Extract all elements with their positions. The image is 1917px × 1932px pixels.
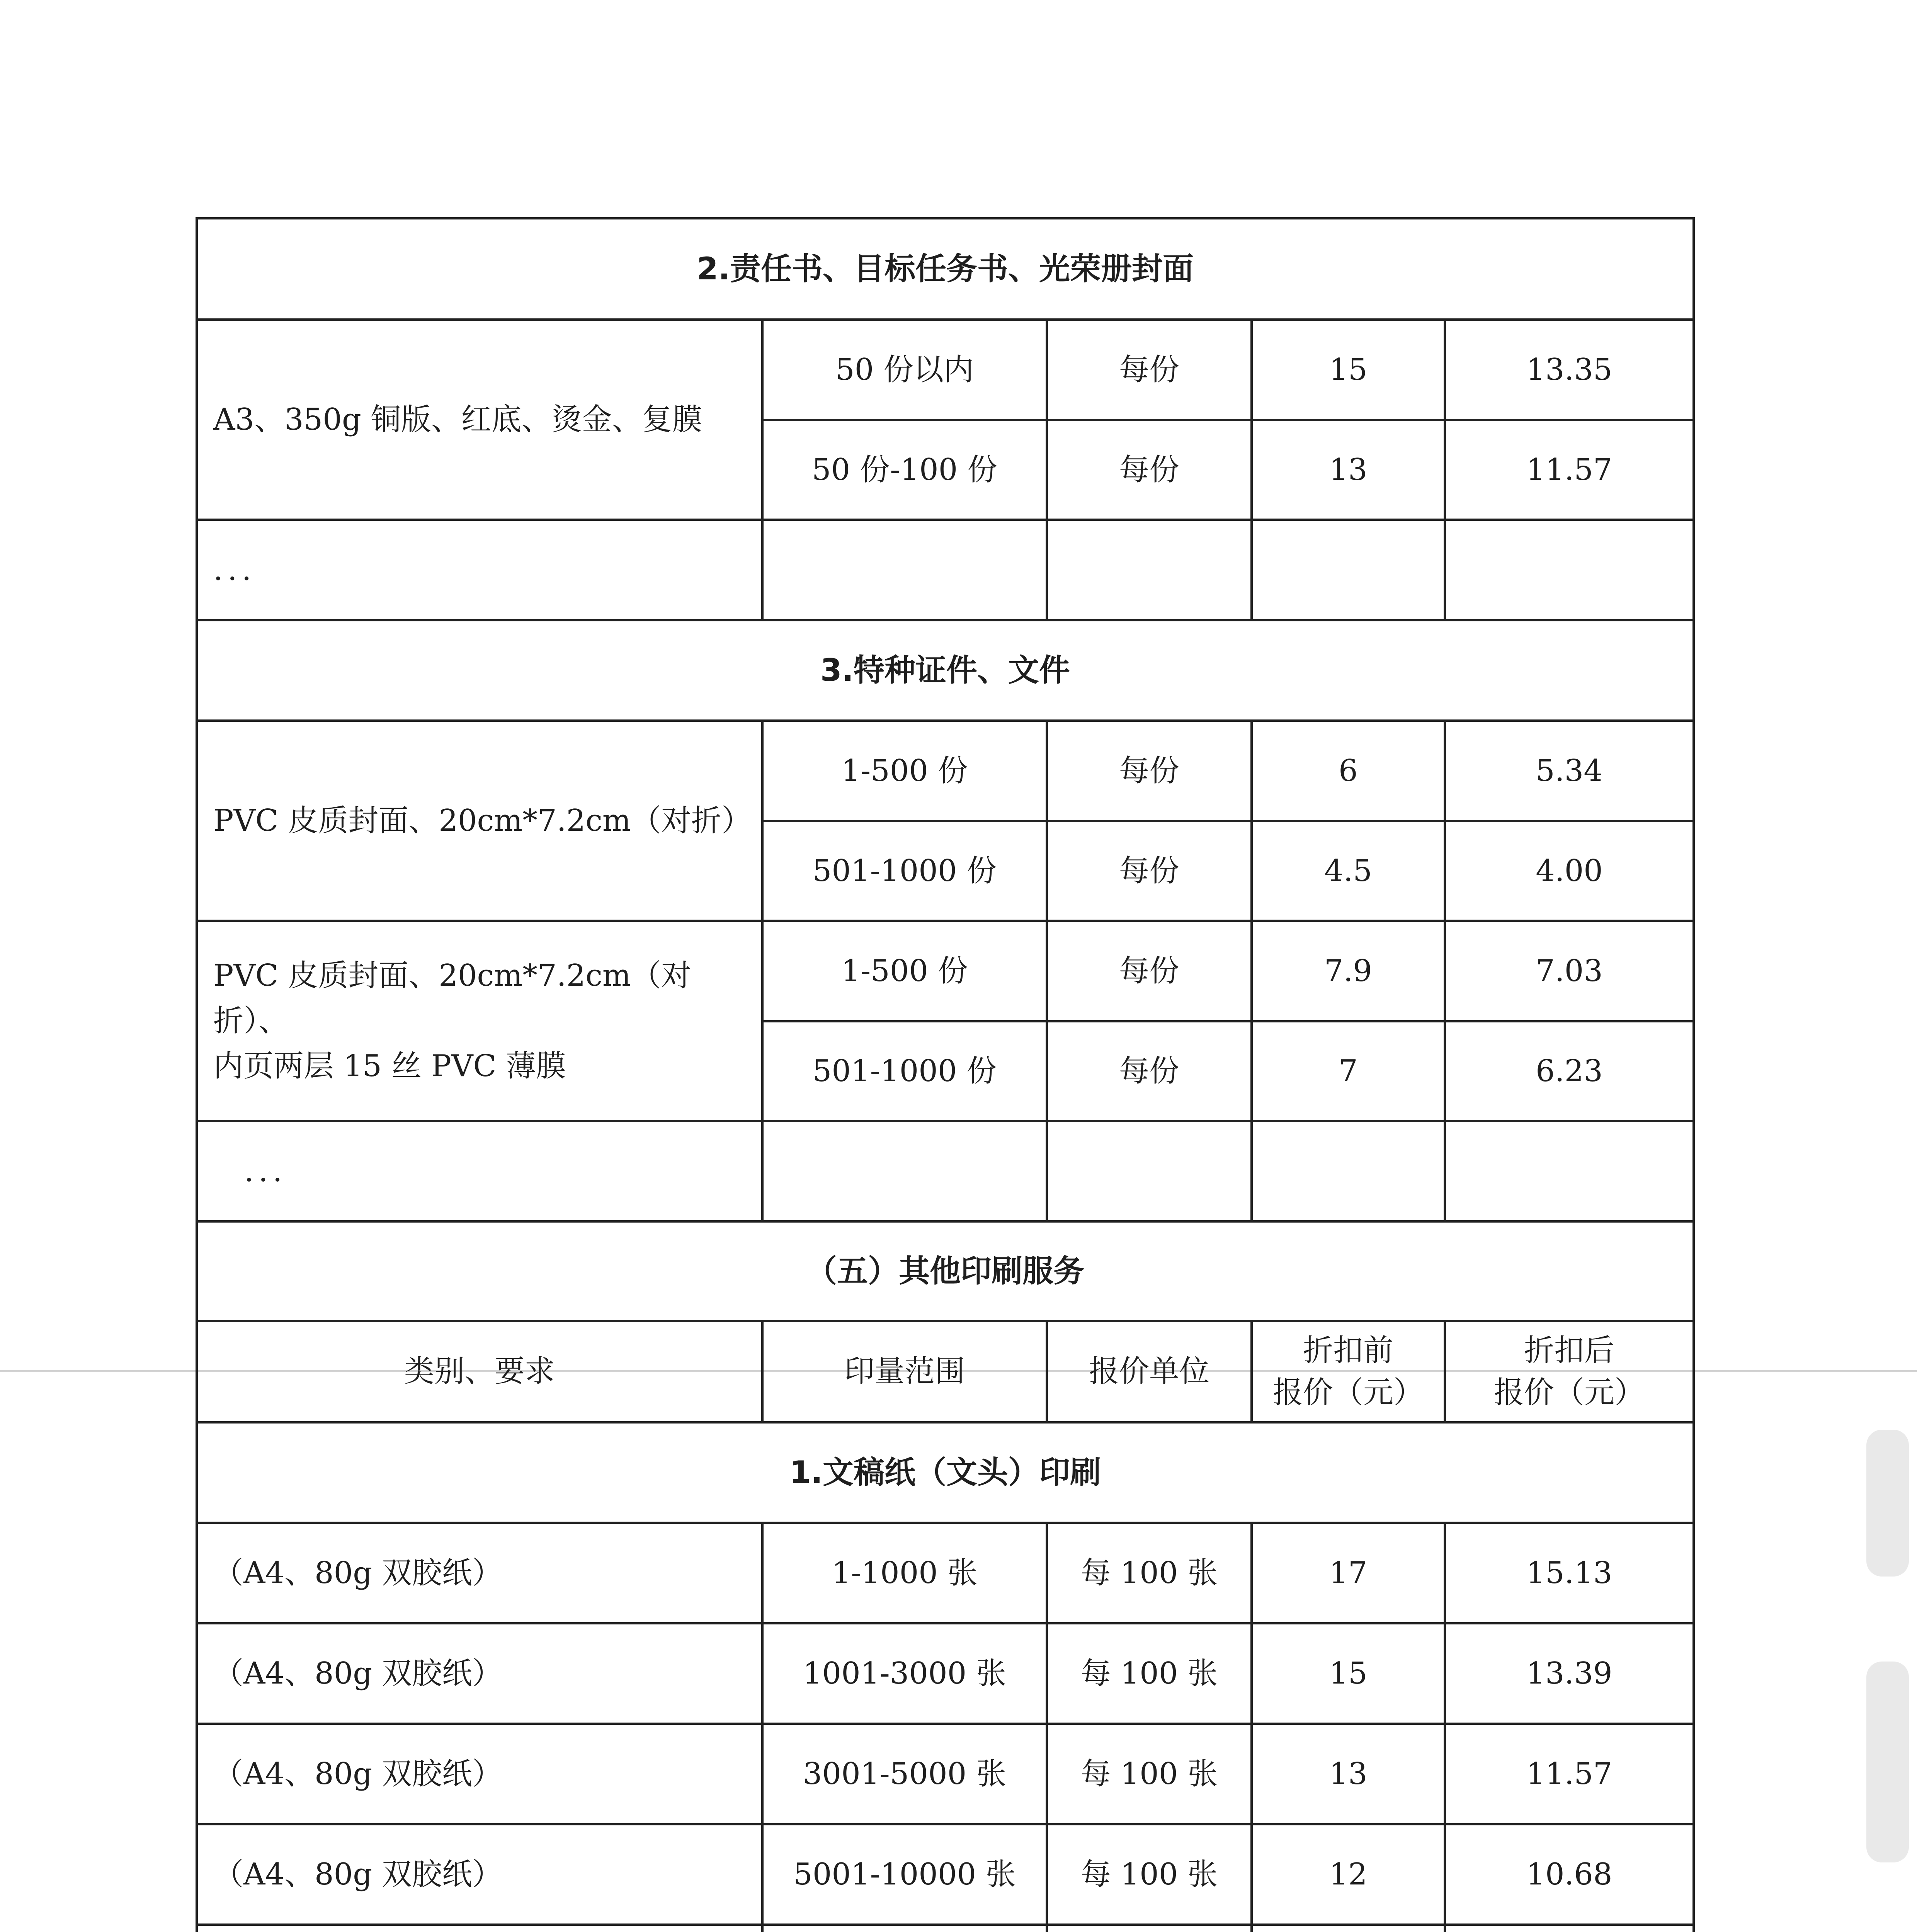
column-header-before — [1252, 1321, 1445, 1422]
price-before-discount: 15 — [1252, 320, 1445, 420]
price-after-discount: 15.13 — [1445, 1523, 1694, 1623]
header-line: 折扣后 — [1524, 1333, 1614, 1368]
price-before-discount: 15 — [1252, 1623, 1445, 1724]
ellipsis-text: ... — [197, 1121, 762, 1221]
column-header-category: 类别、要求 — [197, 1321, 762, 1422]
print-range: 5001-10000 张 — [762, 1824, 1047, 1925]
empty-cell — [1047, 1925, 1252, 1932]
price-unit: 每份 — [1047, 320, 1252, 420]
ellipsis-text: ... — [197, 520, 762, 620]
ellipsis-row — [197, 1925, 1694, 1932]
price-after-discount: 4.00 — [1445, 821, 1694, 921]
price-after-discount: 6.23 — [1445, 1021, 1694, 1121]
price-unit: 每 100 张 — [1047, 1523, 1252, 1623]
column-header-after — [1445, 1321, 1694, 1422]
price-unit: 每份 — [1047, 821, 1252, 921]
ellipsis-text — [197, 1925, 762, 1932]
item-description — [197, 921, 762, 1121]
empty-cell — [1445, 520, 1694, 620]
price-after-discount: 5.34 — [1445, 721, 1694, 821]
print-range: 50 份-100 份 — [762, 420, 1047, 520]
empty-cell — [1047, 520, 1252, 620]
print-range: 501-1000 份 — [762, 1021, 1047, 1121]
empty-cell — [762, 1121, 1047, 1221]
price-after-discount: 13.39 — [1445, 1623, 1694, 1724]
price-before-discount: 4.5 — [1252, 821, 1445, 921]
description-line: PVC 皮质封面、20cm*7.2cm（对折）、 — [213, 958, 691, 1038]
empty-cell — [1252, 1121, 1445, 1221]
empty-cell — [1252, 1925, 1445, 1932]
item-description: （A4、80g 双胶纸） — [197, 1724, 762, 1824]
price-unit: 每份 — [1047, 1021, 1252, 1121]
edge-stamp-mark — [1866, 1430, 1909, 1577]
price-after-discount: 7.03 — [1445, 921, 1694, 1021]
price-after-discount: 11.57 — [1445, 420, 1694, 520]
table-row — [197, 721, 1694, 821]
print-range: 1001-3000 张 — [762, 1623, 1047, 1724]
table-row — [197, 1724, 1694, 1824]
price-unit: 每份 — [1047, 420, 1252, 520]
empty-cell — [1047, 1121, 1252, 1221]
print-range: 50 份以内 — [762, 320, 1047, 420]
section-title: 3.特种证件、文件 — [197, 620, 1694, 721]
price-unit: 每 100 张 — [1047, 1724, 1252, 1824]
price-before-discount: 12 — [1252, 1824, 1445, 1925]
section-row — [197, 620, 1694, 721]
item-description: A3、350g 铜版、红底、烫金、复膜 — [197, 320, 762, 520]
item-description: （A4、80g 双胶纸） — [197, 1523, 762, 1623]
edge-stamp-mark — [1866, 1662, 1909, 1862]
empty-cell — [1445, 1925, 1694, 1932]
print-range: 1-500 份 — [762, 921, 1047, 1021]
price-table — [196, 217, 1695, 1932]
table-row — [197, 921, 1694, 1021]
ellipsis-row — [197, 1121, 1694, 1221]
price-unit: 每份 — [1047, 921, 1252, 1021]
item-description: （A4、80g 双胶纸） — [197, 1623, 762, 1724]
part-title: （五）其他印刷服务 — [197, 1221, 1694, 1321]
section-title: 2.责任书、目标任务书、光荣册封面 — [197, 218, 1694, 320]
empty-cell — [762, 520, 1047, 620]
section-row — [197, 1422, 1694, 1523]
price-before-discount: 13 — [1252, 420, 1445, 520]
price-unit: 每 100 张 — [1047, 1824, 1252, 1925]
empty-cell — [1445, 1121, 1694, 1221]
column-header-range: 印量范围 — [762, 1321, 1047, 1422]
price-before-discount: 6 — [1252, 721, 1445, 821]
section-row — [197, 218, 1694, 320]
column-header-unit: 报价单位 — [1047, 1321, 1252, 1422]
empty-cell — [1252, 520, 1445, 620]
section-title: 1.文稿纸（文头）印刷 — [197, 1422, 1694, 1523]
price-before-discount: 7.9 — [1252, 921, 1445, 1021]
price-unit: 每 100 张 — [1047, 1623, 1252, 1724]
description-line: 内页两层 15 丝 PVC 薄膜 — [213, 1048, 566, 1083]
price-before-discount: 17 — [1252, 1523, 1445, 1623]
header-row — [197, 1321, 1694, 1422]
header-line: 折扣前 — [1303, 1333, 1393, 1368]
price-unit: 每份 — [1047, 721, 1252, 821]
header-line: 报价（元） — [1272, 1375, 1424, 1410]
print-range: 3001-5000 张 — [762, 1724, 1047, 1824]
price-after-discount: 11.57 — [1445, 1724, 1694, 1824]
item-description: PVC 皮质封面、20cm*7.2cm（对折） — [197, 721, 762, 921]
header-line: 报价（元） — [1493, 1375, 1645, 1410]
table-row — [197, 1623, 1694, 1724]
table-row — [197, 1523, 1694, 1623]
price-after-discount: 13.35 — [1445, 320, 1694, 420]
table-row — [197, 320, 1694, 420]
table-row — [197, 1824, 1694, 1925]
print-range: 1-1000 张 — [762, 1523, 1047, 1623]
price-before-discount: 13 — [1252, 1724, 1445, 1824]
price-after-discount: 10.68 — [1445, 1824, 1694, 1925]
print-range: 501-1000 份 — [762, 821, 1047, 921]
ellipsis-row — [197, 520, 1694, 620]
section-row — [197, 1221, 1694, 1321]
empty-cell — [762, 1925, 1047, 1932]
item-description: （A4、80g 双胶纸） — [197, 1824, 762, 1925]
price-before-discount: 7 — [1252, 1021, 1445, 1121]
print-range: 1-500 份 — [762, 721, 1047, 821]
